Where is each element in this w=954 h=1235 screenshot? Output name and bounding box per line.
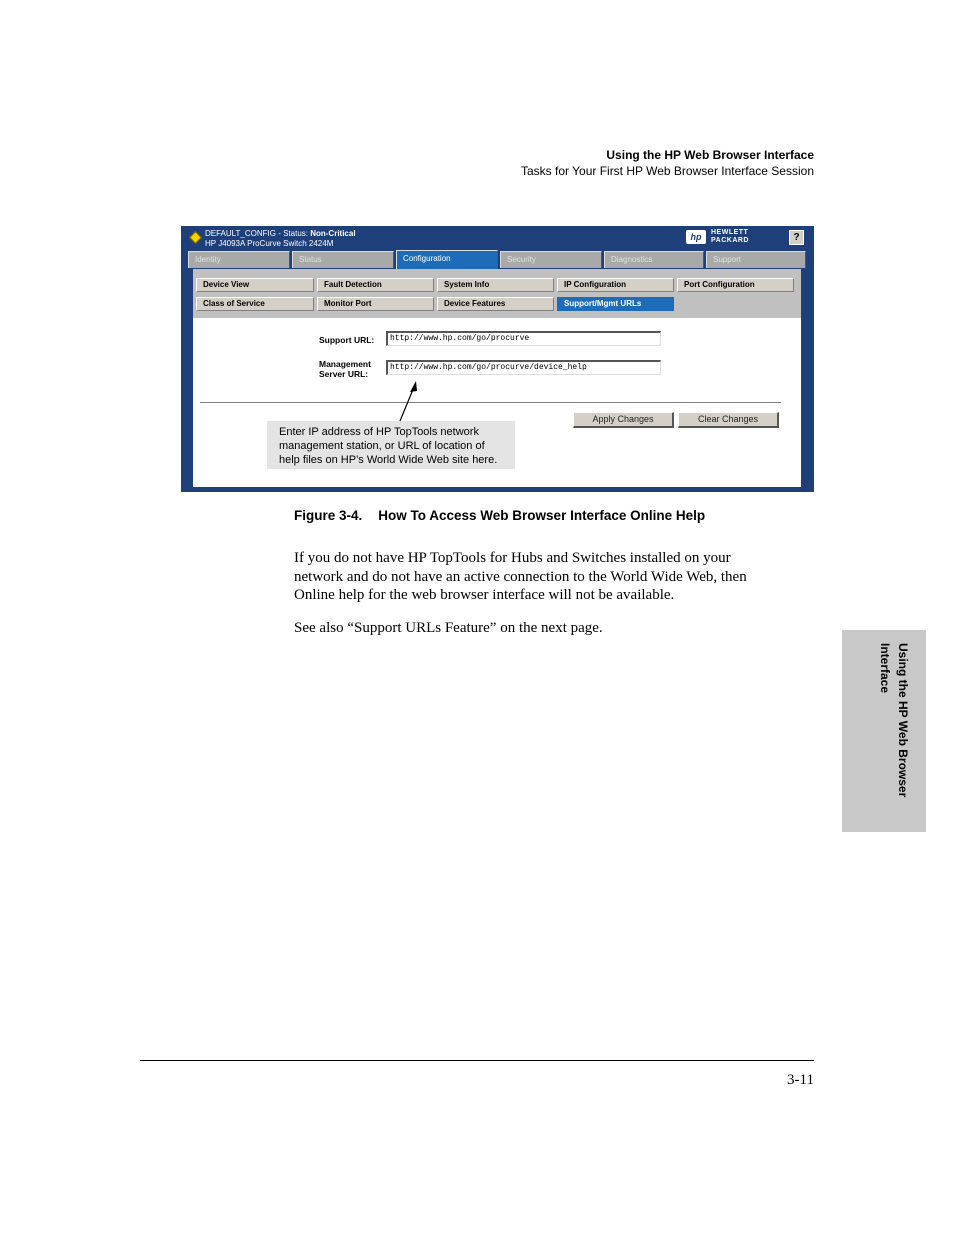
tab-status[interactable]: Status bbox=[292, 251, 394, 268]
figure-title: How To Access Web Browser Interface Online Help bbox=[378, 508, 706, 523]
subtab-support-mgmt-urls[interactable]: Support/Mgmt URLs bbox=[557, 297, 674, 311]
subtab-bar bbox=[193, 269, 801, 318]
body-paragraph-see-also: See also “Support URLs Feature” on the next page. bbox=[294, 620, 603, 636]
subtab-monitor-port[interactable]: Monitor Port bbox=[317, 297, 434, 311]
callout-line: help files on HP’s World Wide Web site here. bbox=[279, 454, 498, 466]
figure-number: Figure 3-4. bbox=[294, 508, 363, 523]
body-paragraph: If you do not have HP TopTools for Hubs and Switches installed on your network and do not have an active connection to the World Wide Web, then Online help for the web browser interface will not be available. bbox=[294, 550, 747, 603]
tab-support[interactable]: Support bbox=[706, 251, 806, 268]
status-value: Non-Critical bbox=[310, 229, 356, 238]
hp-logo-text: HEWLETT PACKARD bbox=[711, 229, 749, 244]
mgmt-url-input[interactable]: http://www.hp.com/go/procurve/device_help bbox=[386, 360, 661, 375]
tab-identity[interactable]: Identity bbox=[188, 251, 290, 268]
subtab-ip-configuration[interactable]: IP Configuration bbox=[557, 278, 674, 292]
apply-changes-button[interactable]: Apply Changes bbox=[573, 412, 674, 428]
main-tabs bbox=[188, 250, 808, 268]
subtab-fault-detection[interactable]: Fault Detection bbox=[317, 278, 434, 292]
hp-logo-icon: hp bbox=[686, 230, 706, 244]
running-header-title: Using the HP Web Browser Interface bbox=[606, 148, 814, 162]
panel-divider bbox=[200, 402, 781, 404]
support-url-input[interactable]: http://www.hp.com/go/procurve bbox=[386, 331, 661, 346]
subtab-device-view[interactable]: Device View bbox=[196, 278, 314, 292]
subtab-class-of-service[interactable]: Class of Service bbox=[196, 297, 314, 311]
footer-rule bbox=[140, 1060, 814, 1061]
device-model: HP J4093A ProCurve Switch 2424M bbox=[205, 239, 334, 248]
mgmt-url-label: Management Server URL: bbox=[319, 359, 371, 379]
chapter-side-tab-label: Using the HP Web Browser Interface bbox=[878, 643, 910, 798]
device-status bbox=[205, 229, 356, 249]
status-prefix: DEFAULT_CONFIG - Status: bbox=[205, 229, 311, 238]
status-diamond-icon bbox=[189, 231, 202, 244]
support-url-label: Support URL: bbox=[319, 335, 375, 345]
callout-note bbox=[267, 421, 515, 469]
tab-security[interactable]: Security bbox=[500, 251, 602, 268]
subtab-system-info[interactable]: System Info bbox=[437, 278, 554, 292]
callout-line: Enter IP address of HP TopTools network bbox=[279, 426, 479, 438]
tab-configuration[interactable]: Configuration bbox=[396, 250, 498, 269]
figure-caption bbox=[294, 508, 705, 523]
running-header-subtitle: Tasks for Your First HP Web Browser Interface Session bbox=[520, 164, 814, 178]
subtab-port-configuration[interactable]: Port Configuration bbox=[677, 278, 794, 292]
subtab-device-features[interactable]: Device Features bbox=[437, 297, 554, 311]
page-number: 3-11 bbox=[787, 1072, 814, 1088]
help-button[interactable]: ? bbox=[789, 230, 804, 245]
callout-line: management station, or URL of location of bbox=[279, 440, 485, 452]
clear-changes-button[interactable]: Clear Changes bbox=[678, 412, 779, 428]
tab-diagnostics[interactable]: Diagnostics bbox=[604, 251, 704, 268]
